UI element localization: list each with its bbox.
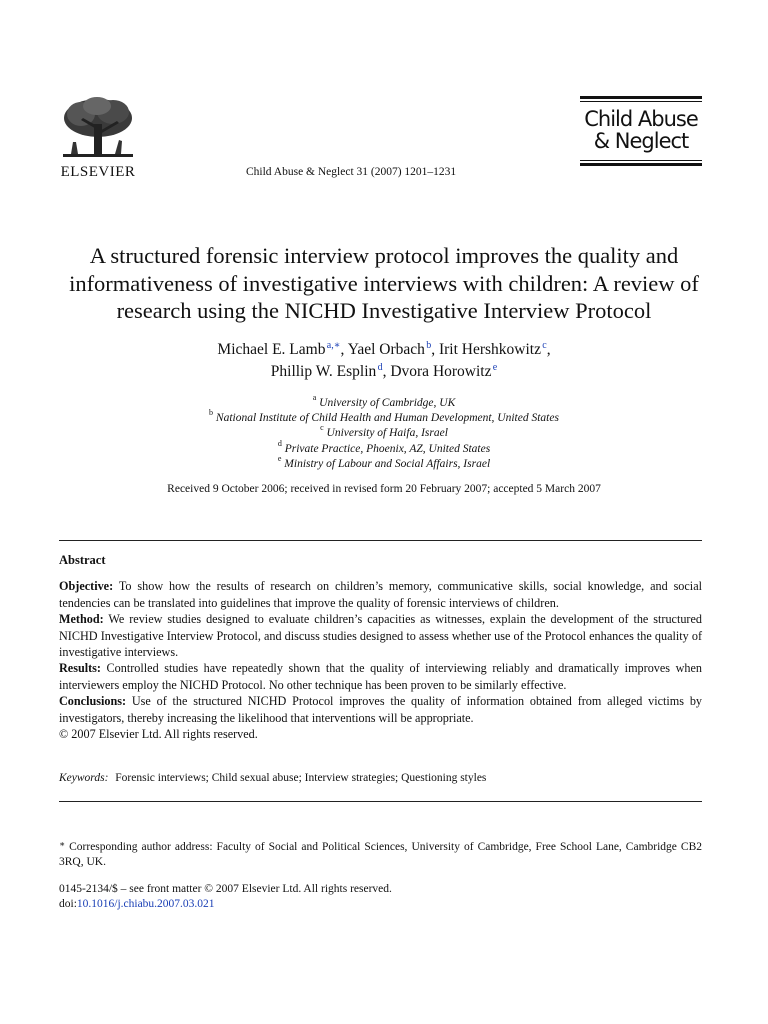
elsevier-tree-icon <box>59 96 137 162</box>
author-name: Phillip W. Esplin <box>270 363 377 380</box>
author-affiliation-link[interactable]: c <box>542 340 547 351</box>
corresponding-author-footnote <box>59 837 702 870</box>
footnote-marker: ∗ <box>59 839 66 849</box>
author-name: Yael Orbach <box>347 341 425 358</box>
abstract-section <box>59 578 702 611</box>
author-line <box>60 361 708 383</box>
journal-logo-line: Child Abuse <box>584 107 698 131</box>
logo-rule <box>580 160 702 161</box>
journal-logo <box>580 96 702 166</box>
article-title: A structured forensic interview protocol improves the quality and informativeness of investigative interviews with children: A review of research using the NICHD Investigative Interview Protocol <box>69 243 699 323</box>
affiliation-text: University of Haifa, Israel <box>326 427 448 440</box>
affiliation-key: b <box>209 408 214 418</box>
abstract <box>59 552 702 742</box>
author-separator: , <box>382 363 391 380</box>
affiliation <box>80 408 688 426</box>
publisher-name: ELSEVIER <box>60 164 136 180</box>
keywords-text: Forensic interviews; Child sexual abuse; Interview strategies; Questioning styles <box>115 772 487 784</box>
author-name: Dvora Horowitz <box>390 363 492 380</box>
abstract-section <box>59 611 702 660</box>
section-label: Results: <box>59 661 101 676</box>
journal-logo-text <box>580 102 702 160</box>
section-label: Objective: <box>59 579 114 594</box>
affiliation <box>80 438 688 457</box>
publisher-logo <box>50 96 146 181</box>
affiliation <box>80 393 688 411</box>
abstract-section <box>59 660 702 693</box>
doi-label: doi: <box>59 898 77 910</box>
affiliation-text: Private Practice, Phoenix, AZ, United States <box>284 442 491 455</box>
author <box>217 341 347 358</box>
affiliation-key: a <box>312 393 317 402</box>
author-affiliation-link[interactable]: e <box>492 362 498 373</box>
keywords-label: Keywords: <box>59 772 109 784</box>
author-affiliation-link[interactable]: b <box>426 340 432 351</box>
issn-line: 0145-2134/$ – see front matter © 2007 Elsevier Ltd. All rights reserved. <box>59 883 392 895</box>
author-affiliation-link[interactable]: d <box>377 362 383 373</box>
affiliation-text: Ministry of Labour and Social Affairs, Israel <box>284 457 491 470</box>
author-separator: , <box>546 341 551 358</box>
section-text: We review studies designed to evaluate children’s capacities as witnesses, explain the development of the structured NICHD Investigative Interview Protocol, and discuss studies designed to assess whether use of the Protocol enhances the quality of investigative interviews. <box>59 612 702 660</box>
author-affiliation-link[interactable]: a,∗ <box>326 340 341 351</box>
keywords <box>59 772 702 784</box>
author <box>390 363 497 380</box>
divider <box>59 540 702 541</box>
author-line <box>60 339 708 361</box>
journal-logo-line: & Neglect <box>593 129 689 153</box>
section-text: Controlled studies have repeatedly shown that the quality of interviewing reliably and dramatically improves when interviewers employ the NICHD Protocol. No other technique has been proven to be similarly effective. <box>59 661 702 692</box>
section-label: Method: <box>59 612 104 627</box>
divider <box>59 801 702 802</box>
section-label: Conclusions: <box>59 694 127 709</box>
front-matter <box>59 882 392 912</box>
doi-link[interactable]: 10.1016/j.chiabu.2007.03.021 <box>76 898 215 910</box>
affiliation-text: National Institute of Child Health and Human Development, United States <box>215 412 559 425</box>
author <box>271 363 391 380</box>
journal-citation: Child Abuse & Neglect 31 (2007) 1201–1231 <box>246 166 457 178</box>
affiliation-list <box>80 393 688 472</box>
logo-rule <box>580 163 702 166</box>
doi-line <box>59 897 392 912</box>
author-name: Irit Hershkowitz <box>438 341 541 358</box>
received-dates: Received 9 October 2006; received in revised form 20 February 2007; accepted 5 March 2007 <box>167 483 601 495</box>
author-list <box>60 339 708 383</box>
author <box>348 341 439 358</box>
author <box>439 341 551 358</box>
logo-rule <box>580 96 702 99</box>
affiliation <box>80 423 688 441</box>
author-separator: , <box>431 341 439 358</box>
affiliation <box>80 453 688 472</box>
copyright: © 2007 Elsevier Ltd. All rights reserved. <box>59 727 258 742</box>
affiliation-key: d <box>277 438 282 448</box>
affiliation-key: c <box>320 423 324 433</box>
affiliation-text: University of Cambridge, UK <box>319 397 456 409</box>
abstract-section <box>59 693 702 726</box>
author-separator: , <box>340 341 348 358</box>
affiliation-key: e <box>277 453 282 463</box>
section-text: To show how the results of research on children’s memory, communicative skills, social knowledge, and social tendencies can be translated into guidelines that improve the quality of forensic interviews of children. <box>59 579 702 610</box>
footnote-text: Corresponding author address: Faculty of Social and Political Sciences, University of Cambridge, Free School Lane, Cambridge CB2 3RQ, UK. <box>59 841 702 868</box>
section-text: Use of the structured NICHD Protocol improves the quality of information obtained from alleged victims by investigators, thereby increasing the likelihood that interventions will be appropriate. <box>59 694 703 725</box>
abstract-heading: Abstract <box>59 553 106 567</box>
author-name: Michael E. Lamb <box>217 341 326 358</box>
